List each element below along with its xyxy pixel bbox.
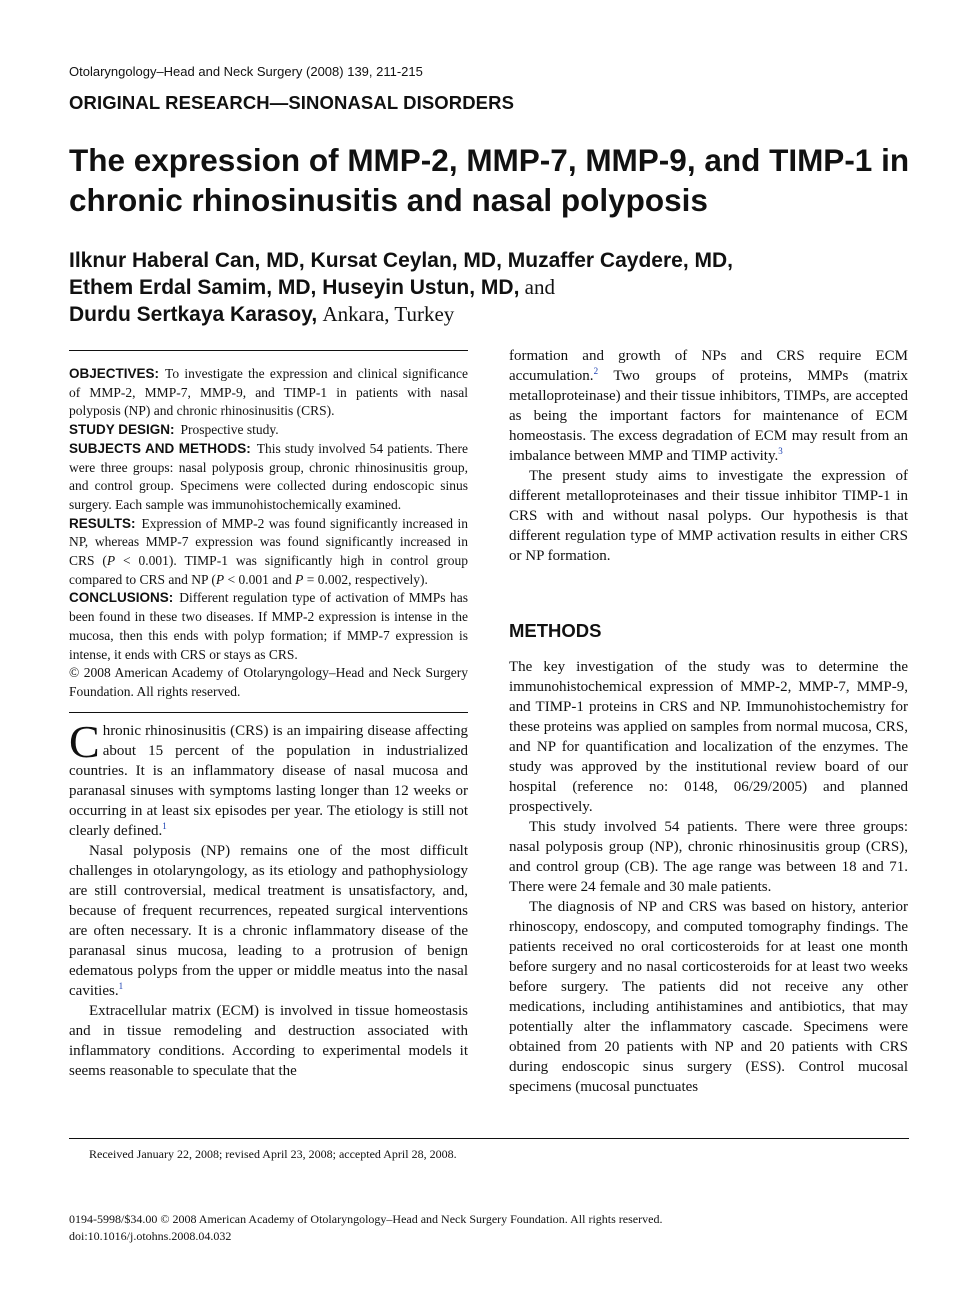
abstract-objectives: OBJECTIVES: To investigate the expression and clinical significance of MMP-2, MMP-7, MMP-9, and TIMP-1 in patients with nasal polyposis (NP) and chronic rhinosinusitis (CRS). (69, 366, 468, 419)
author-list (69, 247, 949, 328)
reference-link[interactable]: 2 (593, 366, 599, 376)
subjects-methods-label: SUBJECTS AND METHODS: (69, 440, 251, 456)
methods-paragraph-3: The diagnosis of NP and CRS was based on history, anterior rhinoscopy, endoscopy, and computed tomography findings. The patients received no oral corticosteroids for at least one month before surgery and no nasal corticosteroids for at least two weeks before surgery. The patients did not receive any other medications, including antihistamines and antibiotics, that may potentially alter the inflammatory cascade. Specimens were obtained from 20 patients with NP and 20 patients with CRS during endoscopic sinus surgery (ESS). Control mucosal specimens (mucosal punctuates (509, 899, 908, 1095)
methods-paragraph-1: The key investigation of the study was to determine the immunohistochemical expression of MMP-2, MMP-7, MMP-9, and TIMP-1 proteins in CRS and NP. Immunohistochemistry for these proteins was applied on samples from normal mucosa, CRS, and NP for quantification and localization of the enzymes. The study was approved by the institutional review board of our hospital (reference no: 0148, 06/29/2005) and planned prospectively. (509, 659, 908, 815)
author-location: Ankara, Turkey (322, 302, 455, 326)
reference-link[interactable]: 1 (162, 820, 167, 831)
footer-rule (69, 1138, 909, 1139)
abstract-conclusions: CONCLUSIONS: Different regulation type of activation of MMPs has been found in these two diseases. If MMP-2 expression is intense in the mucosa, then this ends with polyp formation; if MMP-7 expression is intense, it ends with CRS or stays as CRS. (69, 590, 468, 662)
reference-link[interactable]: 3 (778, 446, 783, 456)
authors-line-3: Durdu Sertkaya Karasoy, (69, 303, 318, 326)
introduction (69, 715, 468, 1081)
abstract-top-rule (69, 350, 468, 351)
study-design-label: STUDY DESIGN: (69, 422, 175, 438)
reference-link[interactable]: 1 (118, 980, 124, 991)
intro-paragraph-1: Chronic rhinosinusitis (CRS) is an impairing disease affecting about 15 percent of the population in industrialized countries. It is an inflammatory disease of nasal mucosa and paranasal sinuses with symptoms lasting longer than 12 weeks or occurring in at least six episodes per year. The etiology is still not clearly defined.$^1$ (69, 715, 468, 839)
footer-copyright (69, 1211, 662, 1245)
abstract-results: RESULTS: Expression of MMP-2 was found significantly increased in NP, whereas MMP-7 expression was found significantly increased in CRS (P < 0.001). TIMP-1 was significantly high in control group compared to CRS and NP (P < 0.001 and P = 0.002, respectively). (69, 515, 468, 587)
continued-paragraph: formation and growth of NPs and CRS require ECM accumulation.$^2$ Two groups of proteins, MMPs (matrix metalloproteinase) and their tissue inhibitors, TIMPs, are accepted as being the important factors for maintenance of ECM homeostasis. The excess degradation of ECM may result from an imbalance between MMP and TIMP activity.$^3$ (509, 348, 908, 464)
intro-paragraph-3: Extracellular matrix (ECM) is involved in tissue homeostasis and in tissue remodeling and destruction associated with inflammatory conditions. According to experimental models it seems reasonable to speculate that the (69, 1002, 468, 1079)
authors-line-1: Ilknur Haberal Can, MD, Kursat Ceylan, MD, Muzaffer Caydere, MD, (69, 249, 733, 272)
methods-heading: METHODS (509, 620, 602, 641)
results-label: RESULTS: (69, 515, 136, 531)
abstract-copyright: © 2008 American Academy of Otolaryngology–Head and Neck Surgery Foundation. All rights reserved. (69, 665, 468, 699)
right-column (509, 346, 908, 1097)
conclusions-label: CONCLUSIONS: (69, 590, 174, 606)
methods-paragraph-2: This study involved 54 patients. There were three groups: nasal polyposis group (NP), chronic rhinosinusitis group (CRS), and control group (CB). The age range was between 18 and 71. There were 24 female and 30 male patients. (509, 819, 908, 895)
intro-paragraph-2: Nasal polyposis (NP) remains one of the most difficult challenges in otolaryngology, as its etiology and pathophysiology are still controversial, medical treatment is unsatisfactory, and, because of frequent recurrences, repeated surgical interventions are often necessary. It is a chronic inflammatory disease of the paranasal sinus mucosa, leading to a protrusion of benign edematous polyps from the upper or middle meatus into the nasal cavities.$^1$ (69, 842, 468, 999)
drop-cap: C (69, 715, 100, 767)
received-dates: Received January 22, 2008; revised April 23, 2008; accepted April 28, 2008. (89, 1147, 457, 1161)
left-column (69, 350, 468, 1081)
journal-citation: Otolaryngology–Head and Neck Surgery (2008) 139, 211-215 (69, 64, 423, 79)
authors-line-2: Ethem Erdal Samim, MD, Huseyin Ustun, MD, (69, 276, 520, 299)
abstract-bottom-rule (69, 712, 468, 713)
abstract (69, 365, 468, 702)
aim-paragraph: The present study aims to investigate the expression of different metalloproteinases and their tissue inhibitor TIMP-1 in CRS with and without nasal polyps. Our hypothesis is that different regulation type of MMP activation results in either CRS or NP formation. (509, 468, 908, 564)
section-label: ORIGINAL RESEARCH—SINONASAL DISORDERS (69, 92, 515, 113)
objectives-label: OBJECTIVES: (69, 366, 160, 381)
abstract-study-design: STUDY DESIGN: Prospective study. (69, 422, 279, 438)
abstract-subjects-methods: SUBJECTS AND METHODS: This study involved 54 patients. There were three groups: nasal polyposis group, chronic rhinosinusitis group, and control group. Specimens were collected during endoscopic sinus surgery. Each sample was immunohistochemically examined. (69, 440, 468, 512)
article-title: The expression of MMP-2, MMP-7, MMP-9, and TIMP-1 in chronic rhinosinusitis and nasal polyposis (69, 142, 910, 218)
authors-and: and (524, 275, 555, 299)
copyright-line: 0194-5998/$34.00 © 2008 American Academy of Otolaryngology–Head and Neck Surgery Foundation. All rights reserved. (69, 1212, 663, 1226)
doi-link[interactable]: doi:10.1016/j.otohns.2008.04.032 (69, 1229, 232, 1243)
